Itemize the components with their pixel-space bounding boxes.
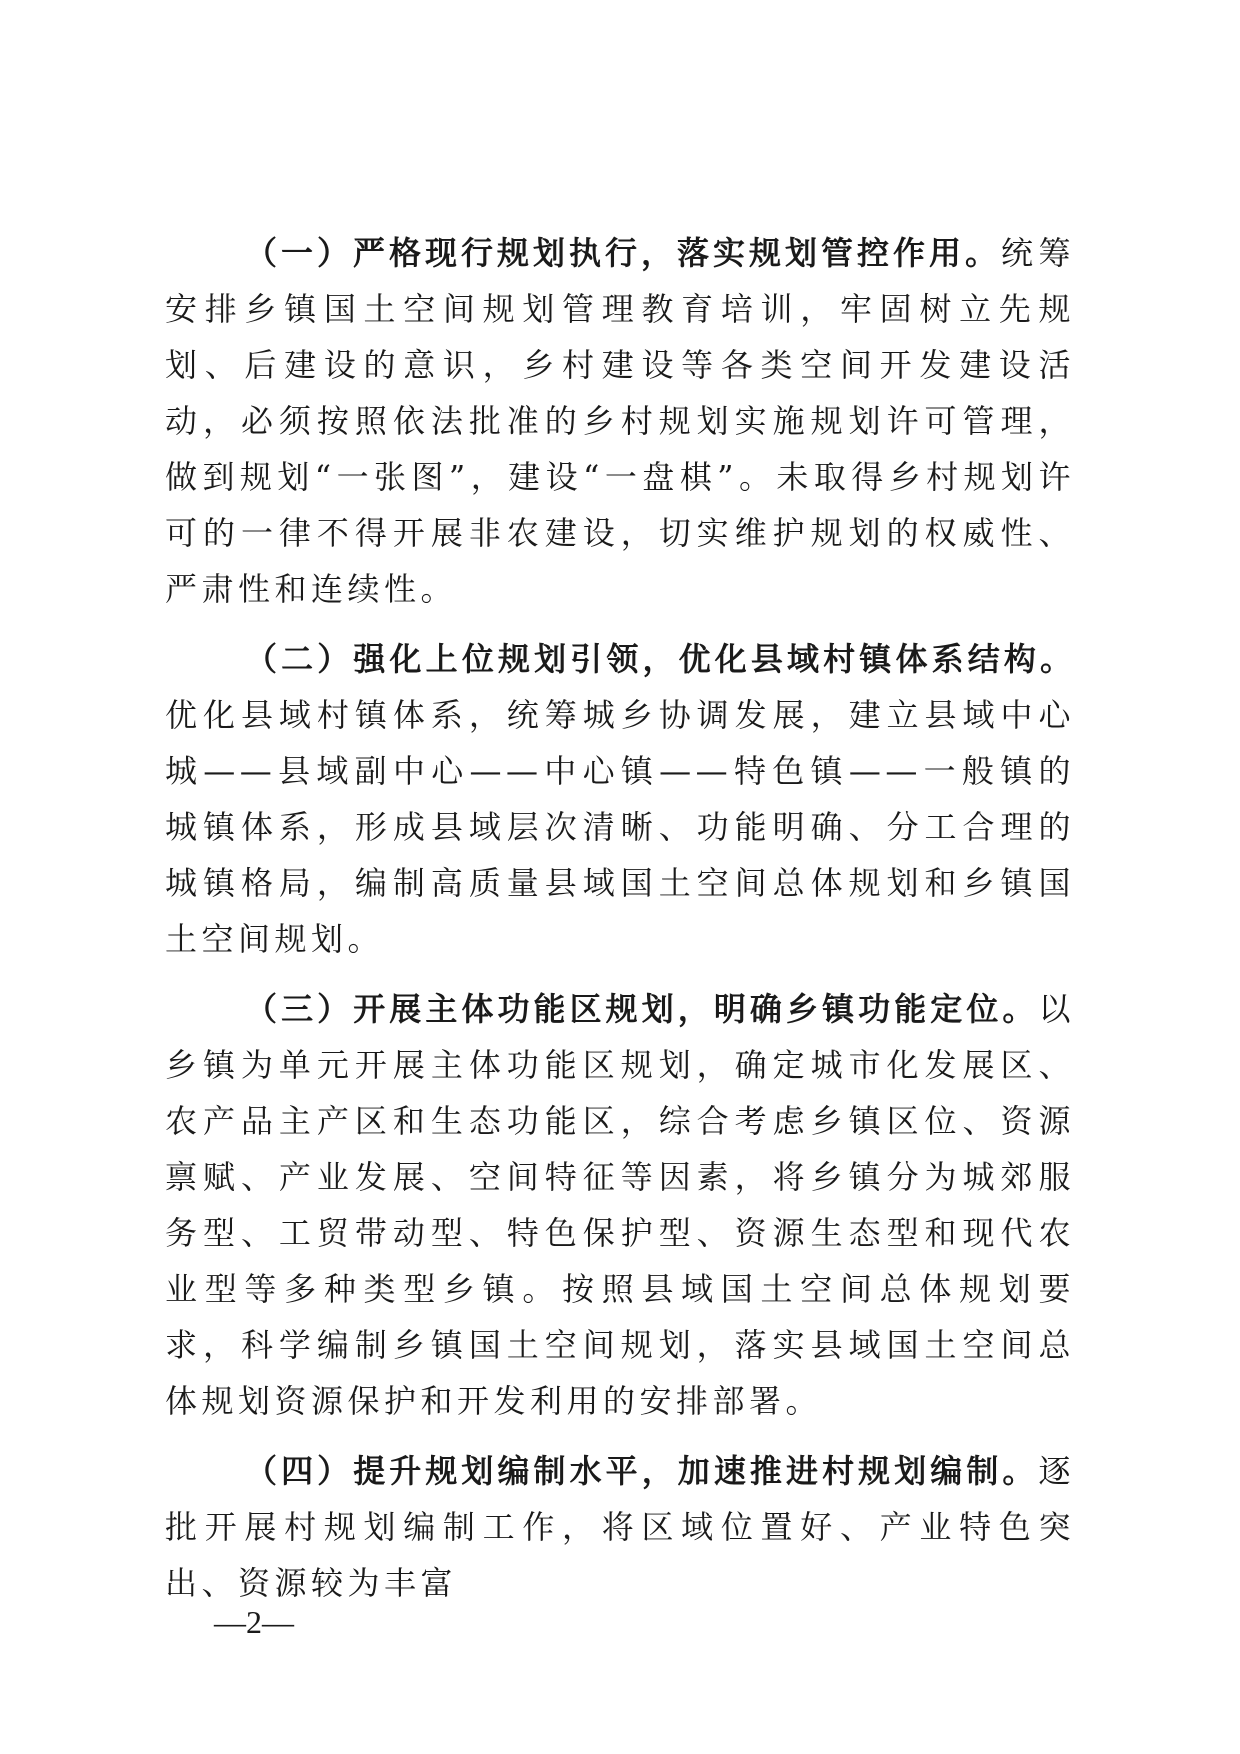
paragraph-2-text: 优化县域村镇体系，统筹城乡协调发展，建立县域中心城——县域副中心——中心镇——特色镇——一般镇的城镇体系，形成县域层次清晰、功能明确、分工合理的城镇格局，编制高质量县域国土空间总体规划和乡镇国土空间规划。 [165, 696, 1075, 958]
paragraph-2-heading: （二）强化上位规划引领，优化县域村镇体系结构。 [245, 640, 1075, 678]
paragraph-1-text: 统筹安排乡镇国土空间规划管理教育培训，牢固树立先规划、后建设的意识，乡村建设等各类空间开发建设活动，必须按照依法批准的乡村规划实施规划许可管理，做到规划“一张图”，建设“一盘棋”。未取得乡村规划许可的一律不得开展非农建设，切实维护规划的权威性、严肃性和连续性。 [165, 234, 1075, 608]
paragraph-4-text: 逐批开展村规划编制工作，将区域位置好、产业特色突出、资源较为丰富 [165, 1452, 1075, 1602]
paragraph-3-text: 以乡镇为单元开展主体功能区规划，确定城市化发展区、农产品主产区和生态功能区，综合考虑乡镇区位、资源禀赋、产业发展、空间特征等因素，将乡镇分为城郊服务型、工贸带动型、特色保护型、资源生态型和现代农业型等多种类型乡镇。按照县域国土空间总体规划要求，科学编制乡镇国土空间规划，落实县域国土空间总体规划资源保护和开发利用的安排部署。 [165, 990, 1075, 1420]
document-body [165, 225, 1075, 1625]
paragraph-4-heading: （四）提升规划编制水平，加速推进村规划编制。 [245, 1452, 1039, 1490]
paragraph-3 [165, 981, 1075, 1429]
paragraph-4 [165, 1443, 1075, 1611]
paragraph-2 [165, 631, 1075, 967]
paragraph-1-heading: （一）严格现行规划执行，落实规划管控作用。 [245, 234, 1001, 272]
paragraph-3-heading: （三）开展主体功能区规划，明确乡镇功能定位。 [245, 990, 1039, 1028]
paragraph-1 [165, 225, 1075, 617]
page-number: —2— [214, 1604, 294, 1640]
